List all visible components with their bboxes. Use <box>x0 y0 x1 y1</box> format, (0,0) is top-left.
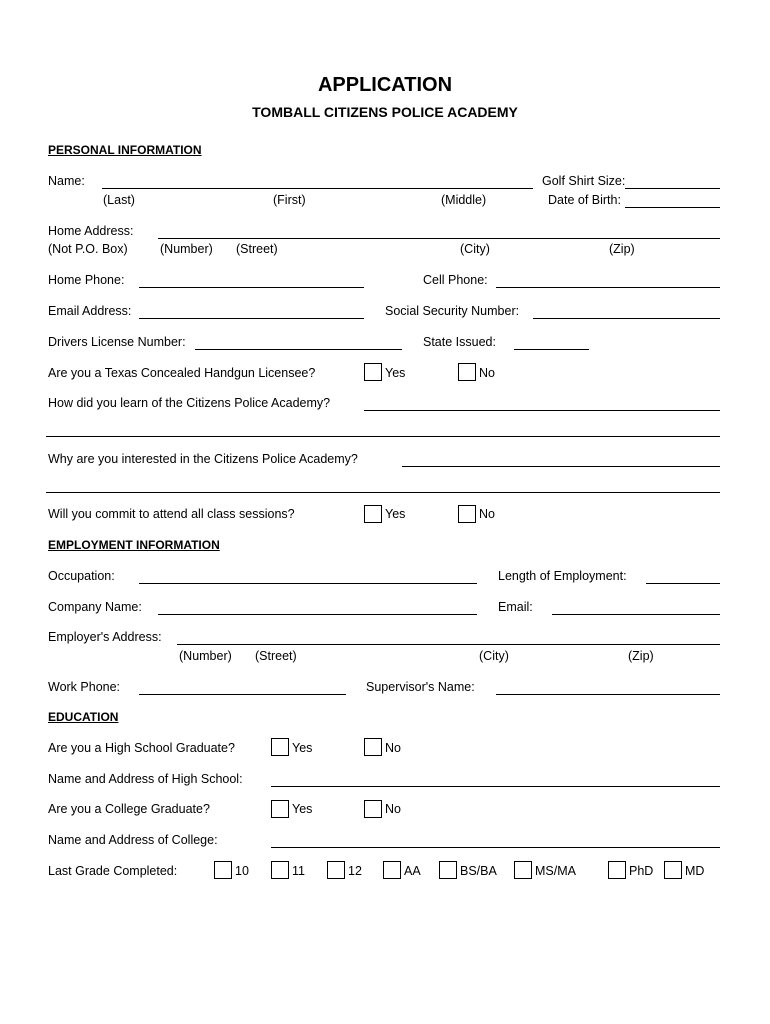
hs-question: Are you a High School Graduate? <box>48 741 235 755</box>
golf-shirt-field[interactable] <box>625 188 720 189</box>
hs-no-checkbox[interactable] <box>364 738 382 756</box>
grade-md-label: MD <box>685 864 705 878</box>
dob-field[interactable] <box>625 207 720 208</box>
city-hint: (City) <box>460 242 490 256</box>
state-issued-label: State Issued: <box>423 335 496 349</box>
home-phone-field[interactable] <box>139 287 364 288</box>
learn-field[interactable] <box>364 410 720 411</box>
commit-yes-label: Yes <box>385 507 406 521</box>
grade-phd-checkbox[interactable] <box>608 861 626 879</box>
company-field[interactable] <box>158 614 477 615</box>
home-phone-label: Home Phone: <box>48 273 125 287</box>
grade-msma-label: MS/MA <box>535 864 576 878</box>
commit-question: Will you commit to attend all class sessions? <box>48 507 295 521</box>
employer-email-field[interactable] <box>552 614 720 615</box>
dl-label: Drivers License Number: <box>48 335 186 349</box>
grade-md-checkbox[interactable] <box>664 861 682 879</box>
ssn-label: Social Security Number: <box>385 304 520 318</box>
commit-yes-checkbox[interactable] <box>364 505 382 523</box>
grade-11-label: 11 <box>292 864 305 878</box>
work-phone-field[interactable] <box>139 694 346 695</box>
college-no-label: No <box>385 802 401 816</box>
why-question: Why are you interested in the Citizens Police Academy? <box>48 452 358 466</box>
commit-no-label: No <box>479 507 495 521</box>
grade-10-checkbox[interactable] <box>214 861 232 879</box>
grade-12-checkbox[interactable] <box>327 861 345 879</box>
employment-heading: EMPLOYMENT INFORMATION <box>48 538 220 552</box>
chl-no-checkbox[interactable] <box>458 363 476 381</box>
college-no-checkbox[interactable] <box>364 800 382 818</box>
number-hint: (Number) <box>160 242 213 256</box>
chl-yes-checkbox[interactable] <box>364 363 382 381</box>
ssn-field[interactable] <box>533 318 720 319</box>
grade-10-label: 10 <box>235 864 249 878</box>
hs-yes-checkbox[interactable] <box>271 738 289 756</box>
why-field-line-2[interactable] <box>46 492 720 493</box>
learn-question: How did you learn of the Citizens Police Academy? <box>48 396 331 410</box>
last-hint: (Last) <box>103 193 135 207</box>
emp-city-hint: (City) <box>479 649 509 663</box>
form-title: APPLICATION <box>317 74 453 96</box>
state-issued-field[interactable] <box>514 349 589 350</box>
college-name-label: Name and Address of College: <box>48 833 218 847</box>
commit-no-checkbox[interactable] <box>458 505 476 523</box>
emp-street-hint: (Street) <box>255 649 297 663</box>
name-field[interactable] <box>102 188 533 189</box>
personal-heading: PERSONAL INFORMATION <box>48 143 202 157</box>
work-phone-label: Work Phone: <box>48 680 121 694</box>
college-yes-label: Yes <box>292 802 313 816</box>
grade-bsba-label: BS/BA <box>460 864 497 878</box>
email-field[interactable] <box>139 318 364 319</box>
hs-name-field[interactable] <box>271 786 720 787</box>
college-question: Are you a College Graduate? <box>48 802 210 816</box>
education-heading: EDUCATION <box>48 710 119 724</box>
employer-email-label: Email: <box>498 600 533 614</box>
dob-label: Date of Birth: <box>548 193 621 207</box>
hs-no-label: No <box>385 741 401 755</box>
employer-address-label: Employer's Address: <box>48 630 162 644</box>
college-yes-checkbox[interactable] <box>271 800 289 818</box>
hs-yes-label: Yes <box>292 741 313 755</box>
emp-number-hint: (Number) <box>179 649 232 663</box>
supervisor-field[interactable] <box>496 694 720 695</box>
dl-field[interactable] <box>195 349 402 350</box>
golf-shirt-label: Golf Shirt Size: <box>542 174 626 188</box>
grade-msma-checkbox[interactable] <box>514 861 532 879</box>
occupation-field[interactable] <box>139 583 477 584</box>
middle-hint: (Middle) <box>441 193 487 207</box>
not-po-hint: (Not P.O. Box) <box>48 242 128 256</box>
last-grade-label: Last Grade Completed: <box>48 864 178 878</box>
emp-zip-hint: (Zip) <box>628 649 654 663</box>
hs-name-label: Name and Address of High School: <box>48 772 243 786</box>
street-hint: (Street) <box>236 242 278 256</box>
college-name-field[interactable] <box>271 847 720 848</box>
chl-no-label: No <box>479 366 495 380</box>
chl-yes-label: Yes <box>385 366 406 380</box>
grade-aa-label: AA <box>404 864 421 878</box>
learn-field-line-2[interactable] <box>46 436 720 437</box>
why-field[interactable] <box>402 466 720 467</box>
grade-bsba-checkbox[interactable] <box>439 861 457 879</box>
grade-12-label: 12 <box>348 864 362 878</box>
company-label: Company Name: <box>48 600 142 614</box>
employer-address-field[interactable] <box>177 644 720 645</box>
grade-phd-label: PhD <box>629 864 654 878</box>
name-label: Name: <box>48 174 85 188</box>
form-subtitle: TOMBALL CITIZENS POLICE ACADEMY <box>252 104 518 120</box>
occupation-label: Occupation: <box>48 569 115 583</box>
home-address-field[interactable] <box>158 238 720 239</box>
email-label: Email Address: <box>48 304 132 318</box>
grade-11-checkbox[interactable] <box>271 861 289 879</box>
length-label: Length of Employment: <box>498 569 627 583</box>
cell-phone-label: Cell Phone: <box>423 273 488 287</box>
supervisor-label: Supervisor's Name: <box>366 680 475 694</box>
first-hint: (First) <box>273 193 306 207</box>
chl-question: Are you a Texas Concealed Handgun Licensee? <box>48 366 316 380</box>
home-address-label: Home Address: <box>48 224 134 238</box>
grade-aa-checkbox[interactable] <box>383 861 401 879</box>
length-field[interactable] <box>646 583 720 584</box>
cell-phone-field[interactable] <box>496 287 720 288</box>
zip-hint: (Zip) <box>609 242 635 256</box>
